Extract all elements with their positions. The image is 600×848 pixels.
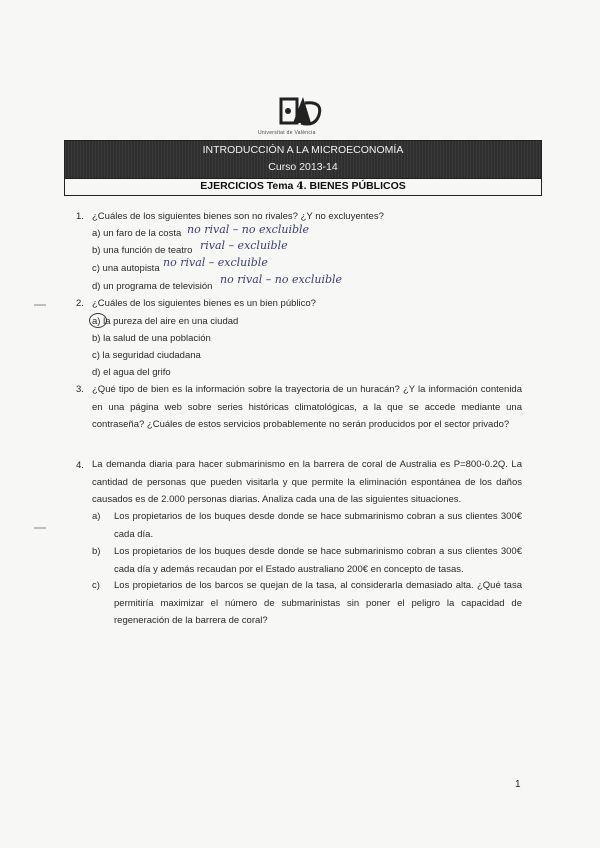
q1-item-b: b) una función de teatro [92, 245, 193, 256]
q3-number: 3. [76, 384, 84, 395]
page-number: 1 [515, 779, 521, 790]
exercise-title-topic: BIENES PÚBLICOS [309, 180, 406, 192]
q2-number: 2. [76, 298, 84, 309]
course-title: INTRODUCCIÓN A LA MICROECONOMÍA [202, 144, 404, 156]
topic-number: 4 [296, 180, 304, 192]
exercise-title: EJERCICIOS Tema 4. BIENES PÚBLICOS [65, 178, 541, 195]
logo-caption: Universitat de València [258, 130, 316, 136]
exercise-title-prefix: EJERCICIOS Tema [200, 180, 294, 192]
q2-text: ¿Cuáles de los siguientes bienes es un bien público? [92, 298, 316, 309]
margin-mark [34, 527, 46, 529]
q4-item-c-text: Los propietarios de los barcos se quejan de la tasa, al considerarla demasiado alta. ¿Qué tasa permitiría maximizar el número de submarinistas sin poner el peligro la capacidad de regeneración de la barrera de coral? [114, 580, 522, 626]
q4-item-a-label: a) [92, 511, 101, 522]
q2-item-b: b) la salud de una población [92, 333, 211, 344]
q4-item-b-text: Los propietarios de los buques desde donde se hace submarinismo cobran a sus clientes 300€ cada día y además recaudan por el Estado australiano 200€ en concepto de tasas. [114, 546, 522, 575]
margin-mark [34, 304, 46, 306]
q1-note-b: rival – excluible [200, 239, 288, 252]
q4-item-c-label: c) [92, 580, 100, 591]
q1-note-a: no rival – no excluible [187, 223, 310, 236]
university-logo-icon [279, 93, 325, 129]
header-box [64, 140, 542, 196]
header-banner [65, 141, 541, 178]
q2-item-c: c) la seguridad ciudadana [92, 350, 201, 361]
q4-item-a-text: Los propietarios de los buques desde donde se hace submarinismo cobran a sus clientes 300€ cada día. [114, 511, 522, 540]
q1-text: ¿Cuáles de los siguientes bienes son no rivales? ¿Y no excluyentes? [92, 211, 384, 222]
q1-note-d: no rival – no excluible [220, 273, 343, 286]
q4-text: La demanda diaria para hacer submarinismo en la barrera de coral de Australia es P=800-0.2Q. La cantidad de personas que pueden visitarla y que permite la eliminación espontánea de los daños causados es de 2.000 personas diarias. Analiza cada una de las siguientes situaciones. [92, 459, 522, 505]
q2-item-d: d) el agua del grifo [92, 367, 171, 378]
q1-note-c: no rival – excluible [163, 256, 268, 269]
q3-text: ¿Qué tipo de bien es la información sobre la trayectoria de un huracán? ¿Y la información contenida en una página web sobre series históricas climatológicas, a la que se accede mediante una contraseña? ¿Cuáles de estos servicios probablemente no serán producidos por el sector privado? [92, 384, 522, 430]
q1-item-d: d) un programa de televisión [92, 281, 213, 292]
q4-number: 4. [76, 460, 84, 471]
q1-item-a: a) un faro de la costa [92, 228, 182, 239]
q4-item-b-label: b) [92, 546, 101, 557]
q1-number: 1. [76, 211, 84, 222]
course-year: Curso 2013-14 [268, 161, 338, 173]
q2-item-a: a) la pureza del aire en una ciudad [92, 316, 239, 327]
q1-item-c: c) una autopista [92, 263, 160, 274]
